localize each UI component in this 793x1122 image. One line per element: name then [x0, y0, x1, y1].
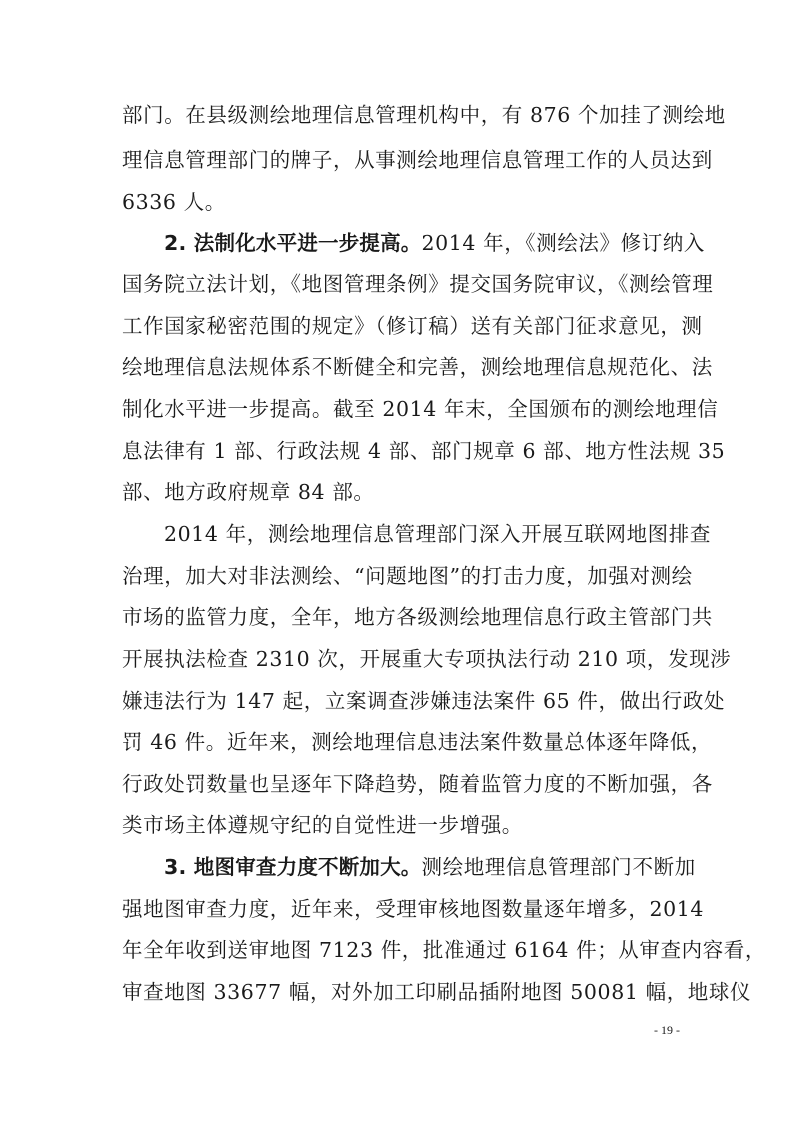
text-line: 2014 年，测绘地理信息管理部门深入开展互联网地图排查: [164, 522, 711, 546]
section-2-text: 2014 年，《测绘法》修订纳入: [421, 231, 706, 255]
text-line: 类市场主体遵规守纪的自觉性进一步增强。: [122, 813, 523, 837]
page-number: - 19 -: [654, 1023, 680, 1037]
text-line: 6336 人。: [122, 190, 226, 214]
section-3-heading-line: [164, 852, 696, 882]
text-line: 行政处罚数量也呈逐年下降趋势，随着监管力度的不断加强，各: [122, 772, 713, 796]
text-line: 嫌违法行为 147 起，立案调查涉嫌违法案件 65 件，做出行政处: [122, 689, 726, 713]
text-line: 部、地方政府规章 84 部。: [122, 480, 375, 504]
section-2-title: 2. 法制化水平进一步提高。: [164, 231, 422, 255]
text-line: 理信息管理部门的牌子，从事测绘地理信息管理工作的人员达到: [122, 148, 713, 172]
section-3-title: 3. 地图审查力度不断加大。: [164, 855, 422, 879]
text-line: 制化水平进一步提高。截至 2014 年末，全国颁布的测绘地理信: [122, 397, 719, 421]
section-2-heading-line: [164, 228, 706, 258]
text-line: 年全年收到送审地图 7123 件，批准通过 6164 件；从审查内容看，: [122, 938, 767, 962]
text-line: 审查地图 33677 幅，对外加工印刷品插附地图 50081 幅，地球仪: [122, 980, 752, 1004]
text-line: 治理，加大对非法测绘、“问题地图”的打击力度，加强对测绘: [122, 564, 693, 588]
text-line: 息法律有 1 部、行政法规 4 部、部门规章 6 部、地方性法规 35: [122, 439, 726, 463]
text-line: 强地图审查力度，近年来，受理审核地图数量逐年增多，2014: [122, 897, 705, 921]
text-line: 绘地理信息法规体系不断健全和完善，测绘地理信息规范化、法: [122, 355, 713, 379]
text-line: 罚 46 件。近年来，测绘地理信息违法案件数量总体逐年降低，: [122, 730, 713, 754]
text-line: 国务院立法计划，《地图管理条例》提交国务院审议，《测绘管理: [122, 272, 714, 296]
text-line: 部门。在县级测绘地理信息管理机构中，有 876 个加挂了测绘地: [122, 103, 726, 127]
section-3-text: 测绘地理信息管理部门不断加: [421, 855, 696, 879]
text-line: 市场的监管力度，全年，地方各级测绘地理信息行政主管部门共: [122, 605, 713, 629]
text-line: 工作国家秘密范围的规定》（修订稿）送有关部门征求意见，测: [122, 314, 703, 338]
text-line: 开展执法检查 2310 次，开展重大专项执法行动 210 项，发现涉: [122, 647, 732, 671]
